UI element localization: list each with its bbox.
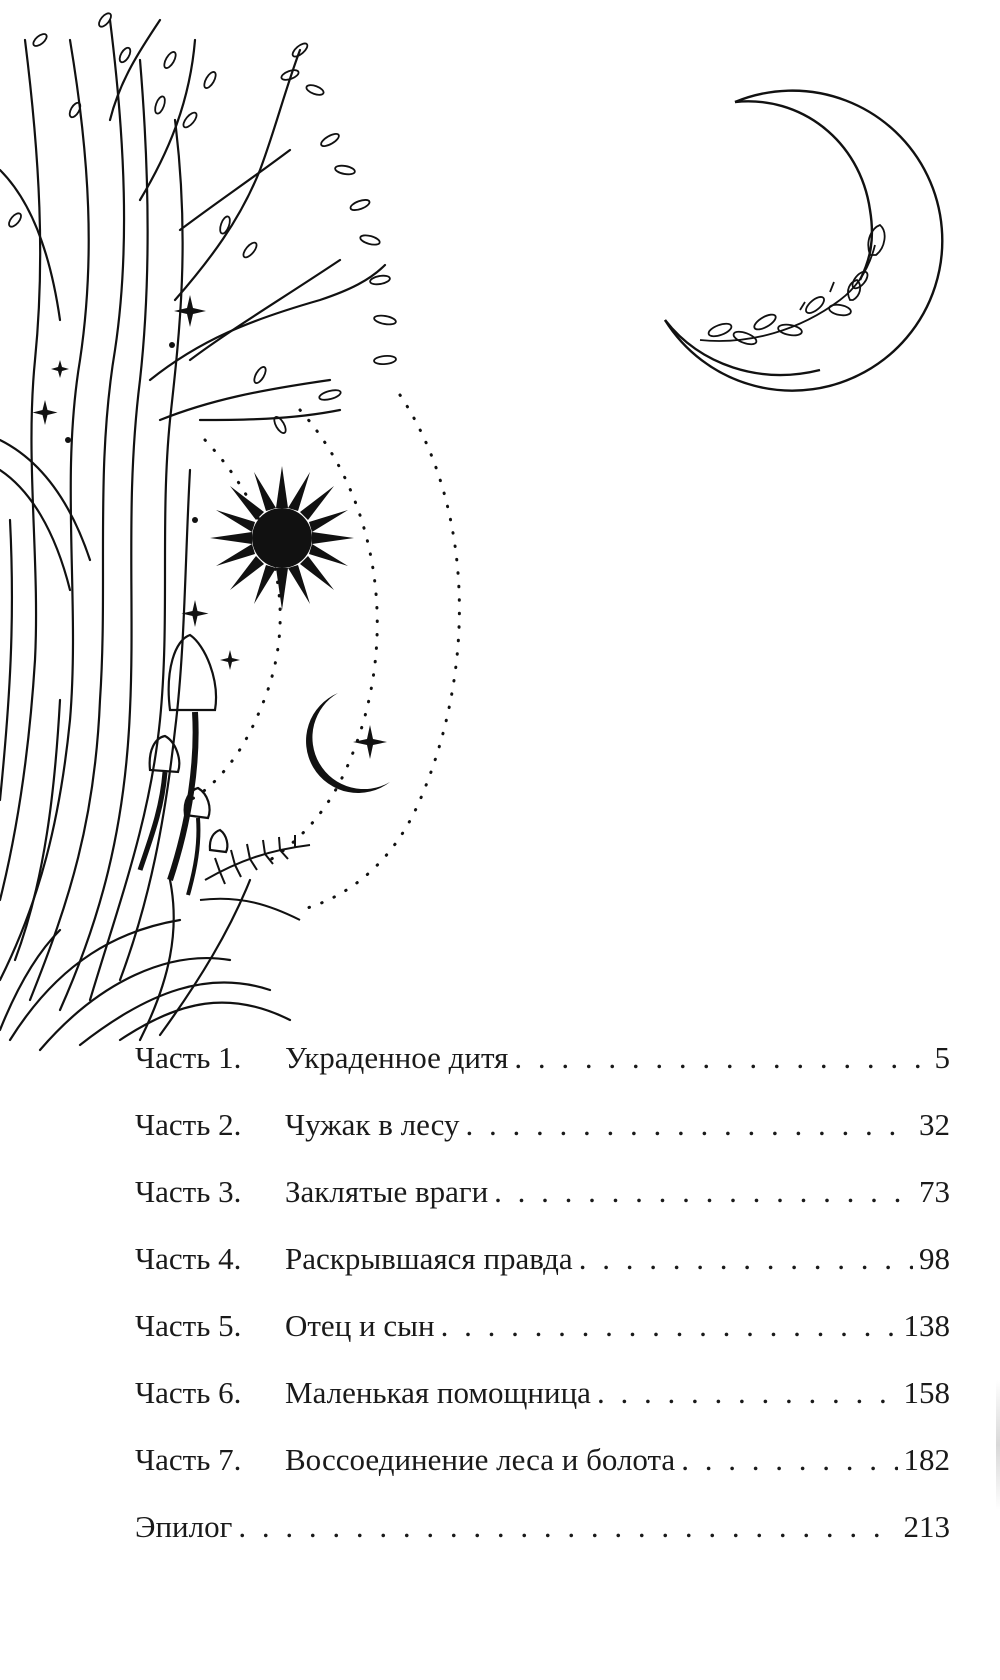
toc-chapter-title: Чужак в лесу: [285, 1107, 460, 1142]
toc-leader-dots: [494, 1174, 913, 1210]
toc-entry[interactable]: [135, 1241, 950, 1308]
toc-chapter-title: Заклятые враги: [285, 1174, 489, 1209]
sparkle-star-icon: [33, 295, 388, 759]
toc-page-number: 158: [903, 1375, 950, 1410]
crescent-moon-icon: [665, 91, 942, 391]
toc-chapter-title: Отец и сын: [285, 1308, 435, 1343]
toc-entry[interactable]: [135, 1375, 950, 1442]
toc-chapter-title: Воссоединение леса и болота: [285, 1442, 676, 1477]
toc-leader-dots: [465, 1107, 913, 1143]
toc-entry[interactable]: [135, 1107, 950, 1174]
toc-part-label: Часть 6.: [135, 1375, 242, 1410]
toc-entry[interactable]: [135, 1308, 950, 1375]
toc-entry-epilogue[interactable]: [135, 1509, 950, 1576]
toc-part-label: Часть 1.: [135, 1040, 242, 1075]
toc-entry[interactable]: [135, 1040, 950, 1107]
toc-page-number: 213: [903, 1509, 950, 1544]
toc-part-label: Часть 5.: [135, 1308, 242, 1343]
page-edge-shadow: [996, 1380, 1000, 1510]
toc-leader-dots: [597, 1375, 898, 1411]
toc-epilogue-title: Эпилог: [135, 1509, 233, 1544]
toc-part-label: Часть 3.: [135, 1174, 242, 1209]
toc-entry[interactable]: [135, 1174, 950, 1241]
toc-entry[interactable]: [135, 1442, 950, 1509]
toc-page-number: 73: [919, 1174, 950, 1209]
toc-page-number: 32: [919, 1107, 950, 1142]
toc-part-label: Часть 2.: [135, 1107, 242, 1142]
sun-icon: [210, 466, 354, 610]
toc-page-number: 5: [934, 1040, 950, 1075]
toc-part-label: Часть 7.: [135, 1442, 242, 1477]
toc-leader-dots: [579, 1241, 913, 1277]
toc-leader-dots: [238, 1509, 897, 1545]
toc-page-number: 138: [903, 1308, 950, 1343]
toc-chapter-title: Раскрывшаяся правда: [285, 1241, 573, 1276]
toc-leader-dots: [514, 1040, 924, 1076]
toc-page-number: 182: [903, 1442, 950, 1477]
leafy-branch-icon: [700, 225, 885, 347]
toc-leader-dots: [681, 1442, 897, 1478]
table-of-contents: [135, 1040, 950, 1576]
toc-chapter-title: Украденное дитя: [285, 1040, 509, 1075]
fern-icon: [200, 835, 310, 920]
toc-page-number: 98: [919, 1241, 950, 1276]
tree-icon: [0, 11, 397, 1050]
toc-chapter-title: Маленькая помощница: [285, 1375, 591, 1410]
toc-part-label: Часть 4.: [135, 1241, 242, 1276]
toc-leader-dots: [441, 1308, 898, 1344]
